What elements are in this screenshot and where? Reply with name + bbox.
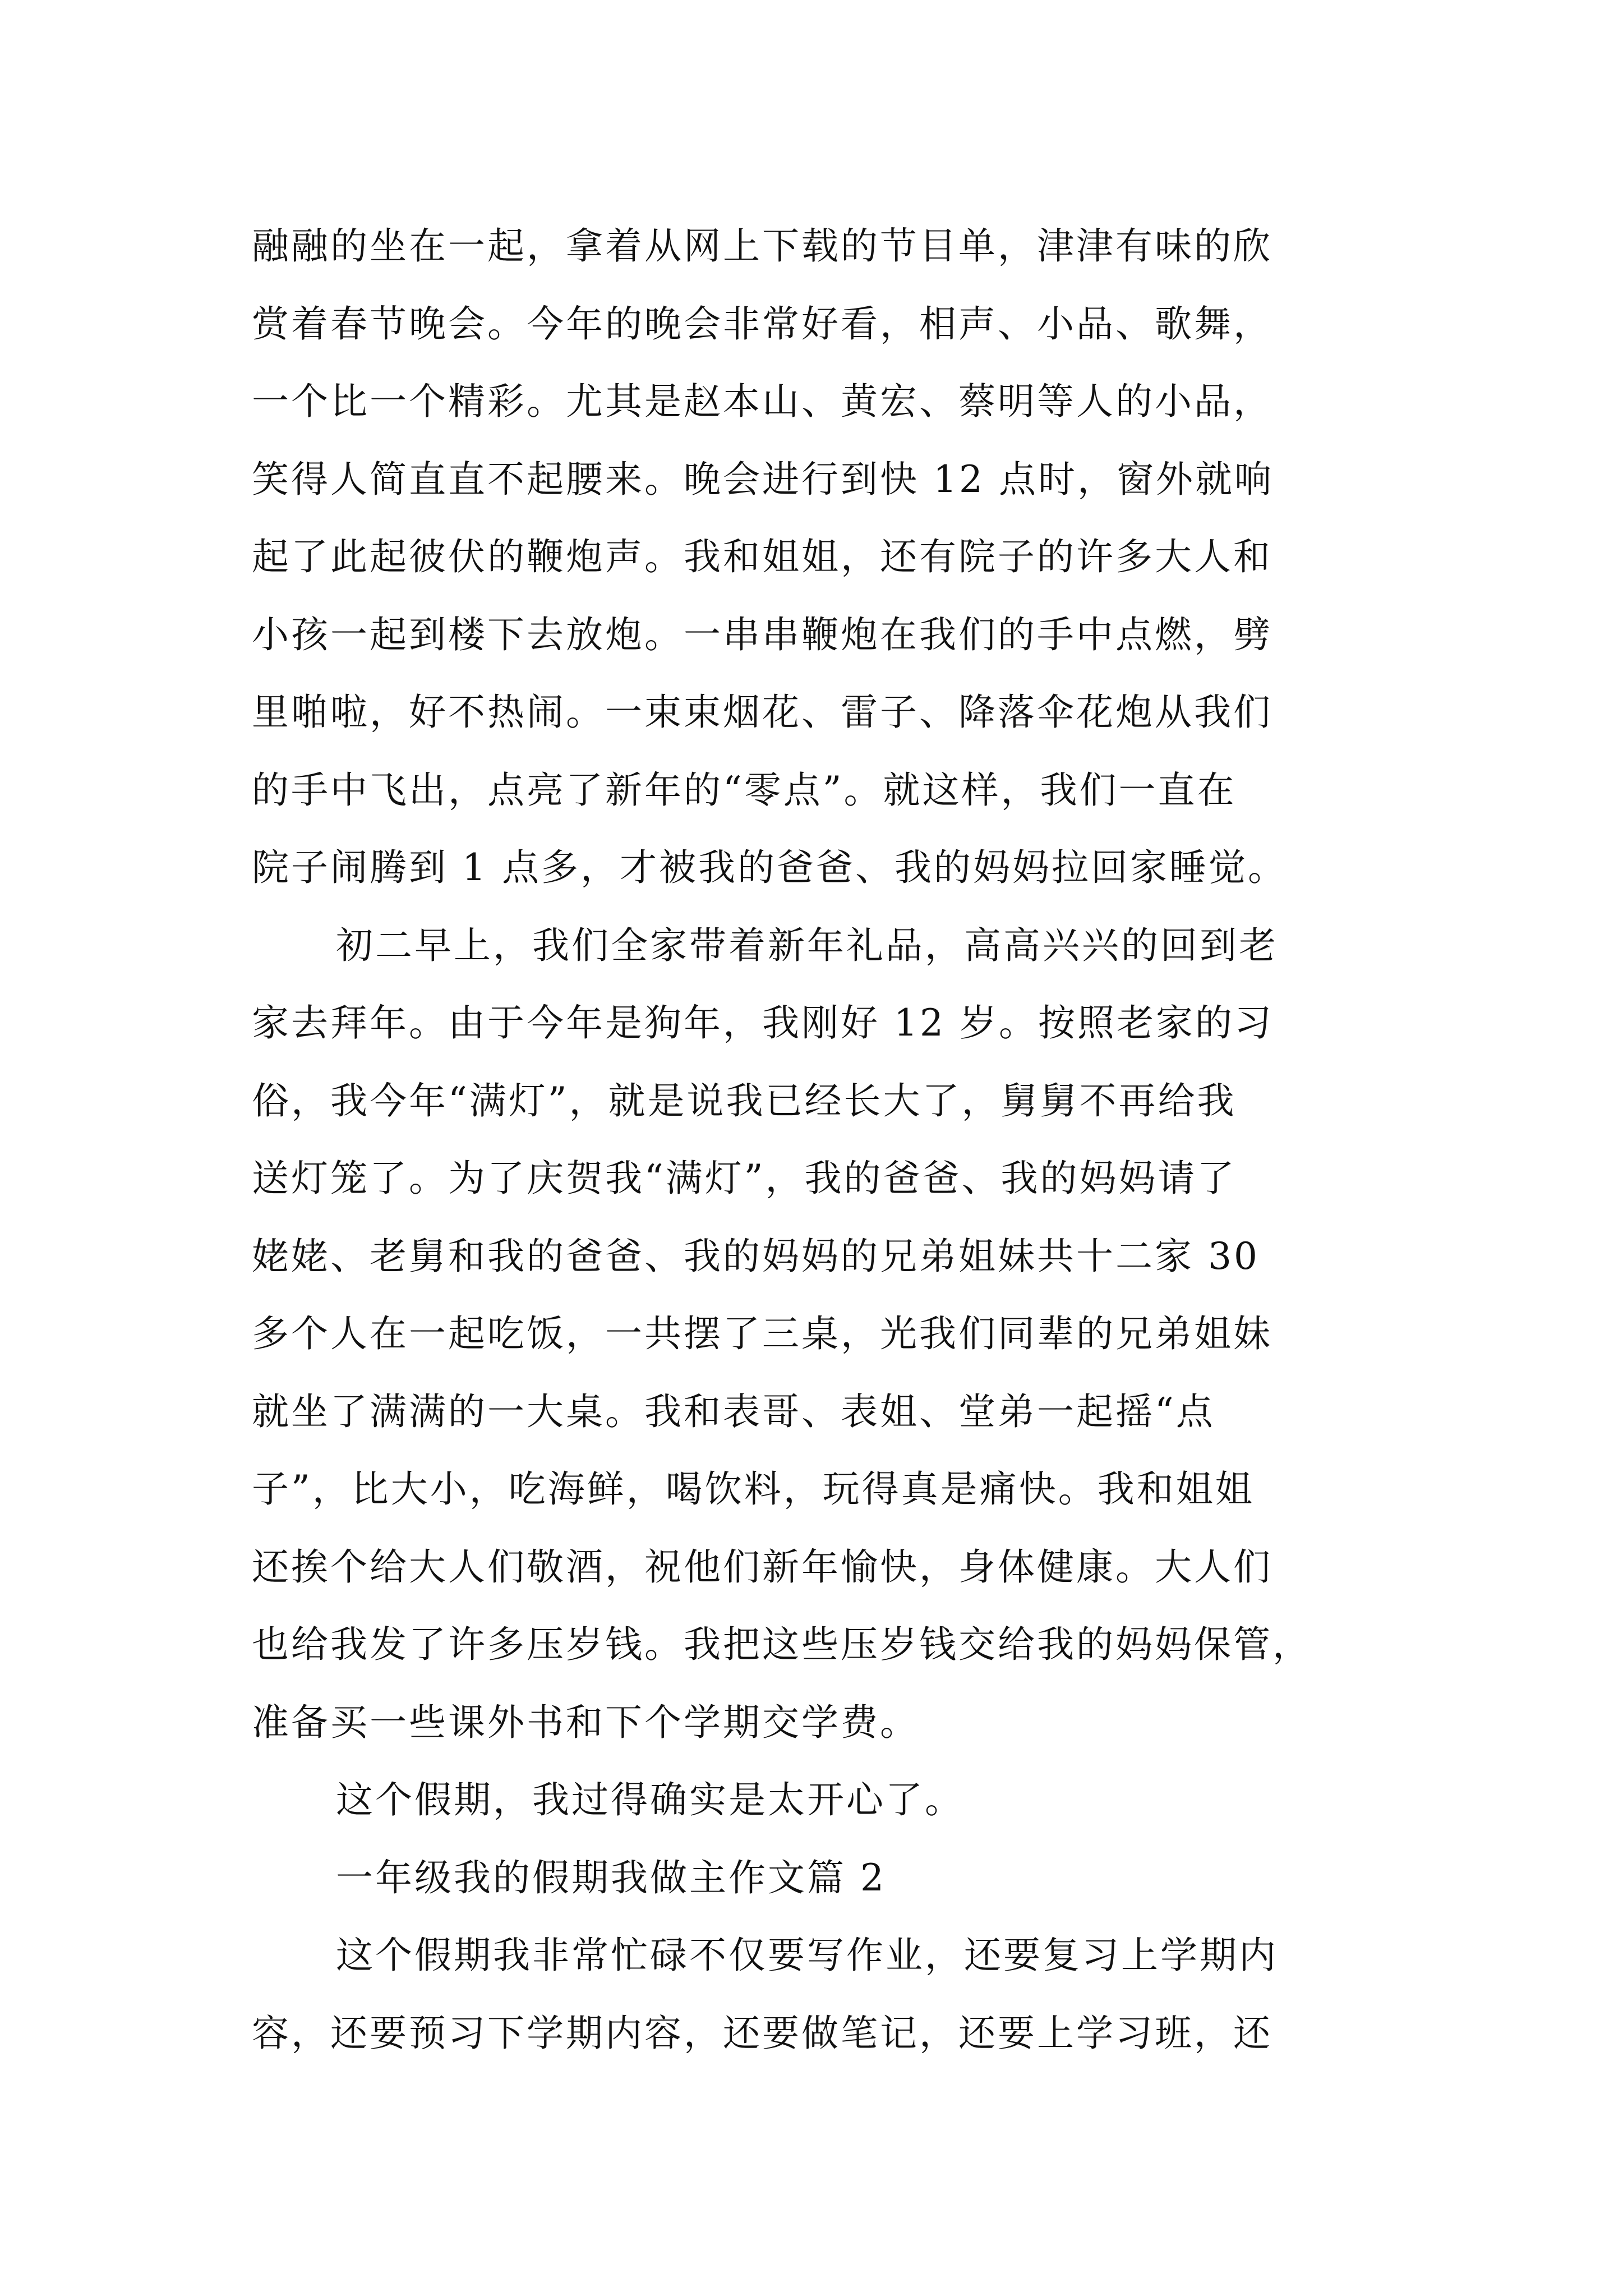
text-line-19: 也给我发了许多压岁钱。我把这些压岁钱交给我的妈妈保管， (252, 1623, 1312, 1666)
text-line-15: 多个人在一起吃饭，一共摆了三桌，光我们同辈的兄弟姐妹 (252, 1312, 1272, 1355)
text-line-18: 还挨个给大人们敬酒，祝他们新年愉快，身体健康。大人们 (252, 1545, 1272, 1589)
text-line-13: 送灯笼了。为了庆贺我“满灯”，我的爸爸、我的妈妈请了 (252, 1157, 1237, 1200)
text-line-4: 笑得人简直直不起腰来。晚会进行到快 12 点时，窗外就响 (252, 457, 1274, 501)
text-line-20: 准备买一些课外书和下个学期交学费。 (252, 1700, 919, 1744)
text-line-10: 初二早上，我们全家带着新年礼品，高高兴兴的回到老 (336, 923, 1278, 967)
text-line-21: 这个假期，我过得确实是太开心了。 (336, 1778, 964, 1821)
text-line-24: 容，还要预习下学期内容，还要做笔记，还要上学习班，还 (252, 2011, 1272, 2055)
text-line-16: 就坐了满满的一大桌。我和表哥、表姐、堂弟一起摇“点 (252, 1389, 1215, 1433)
text-line-17: 子”，比大小，吃海鲜，喝饮料，玩得真是痛快。我和姐姐 (252, 1467, 1255, 1511)
section-heading: 一年级我的假期我做主作文篇 2 (336, 1856, 886, 1899)
text-line-11: 家去拜年。由于今年是狗年，我刚好 12 岁。按照老家的习 (252, 1001, 1274, 1045)
text-line-12: 俗，我今年“满灯”，就是说我已经长大了，舅舅不再给我 (252, 1079, 1237, 1122)
text-line-1: 融融的坐在一起，拿着从网上下载的节目单，津津有味的欣 (252, 224, 1272, 268)
text-line-5: 起了此起彼伏的鞭炮声。我和姐姐，还有院子的许多大人和 (252, 535, 1272, 578)
text-line-23: 这个假期我非常忙碌不仅要写作业，还要复习上学期内 (336, 1934, 1278, 1977)
text-line-9: 院子闹腾到 1 点多，才被我的爸爸、我的妈妈拉回家睡觉。 (252, 846, 1287, 889)
text-line-14: 姥姥、老舅和我的爸爸、我的妈妈的兄弟姐妹共十二家 30 (252, 1234, 1260, 1278)
text-line-7: 里啪啦，好不热闹。一束束烟花、雷子、降落伞花炮从我们 (252, 691, 1272, 734)
essay-body (252, 208, 1407, 2072)
text-line-3: 一个比一个精彩。尤其是赵本山、黄宏、蔡明等人的小品， (252, 380, 1272, 423)
text-line-6: 小孩一起到楼下去放炮。一串串鞭炮在我们的手中点燃，劈 (252, 613, 1272, 656)
text-line-8: 的手中飞出，点亮了新年的“零点”。就这样，我们一直在 (252, 768, 1237, 812)
text-line-2: 赏着春节晚会。今年的晚会非常好看，相声、小品、歌舞， (252, 302, 1272, 346)
